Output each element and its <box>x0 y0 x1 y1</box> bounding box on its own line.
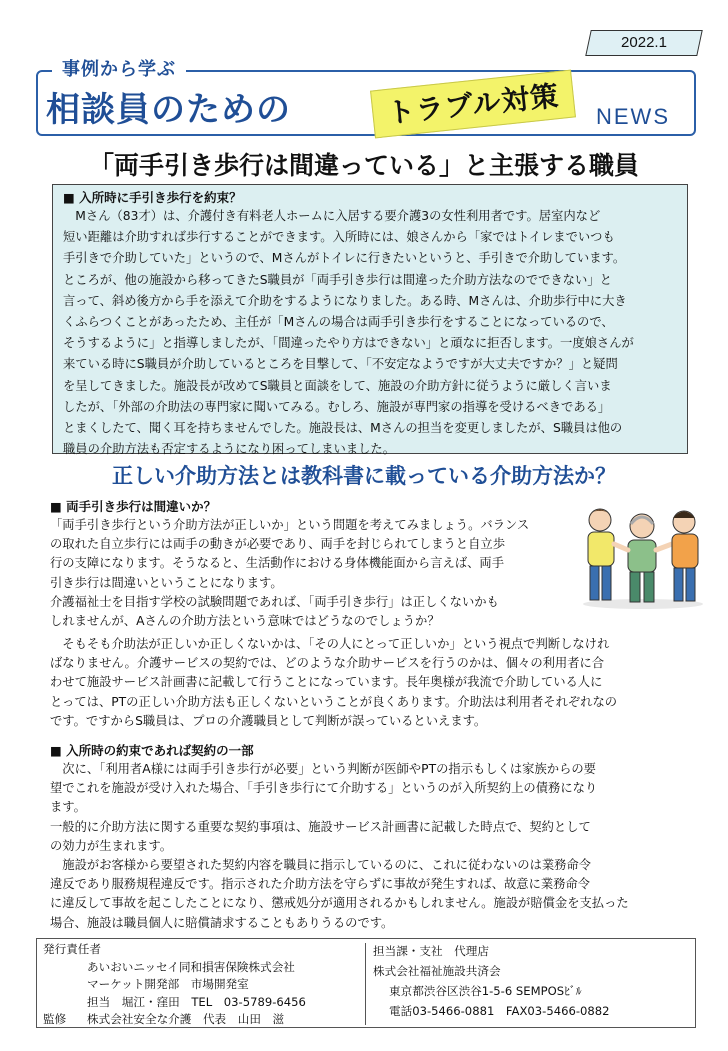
footer-divider <box>365 943 366 1025</box>
section-title: 正しい介助方法とは教科書に載っている介助方法か？ <box>112 464 616 488</box>
footer-publisher <box>43 941 363 1029</box>
section1-continued <box>50 635 690 731</box>
case-box <box>52 184 688 457</box>
section1-paragraph-1: 「両手引き歩行という介助方法が正しいか」という問題を考えてみましょう。バランス の取れた自立歩行には両手の動きが必要であり、両手を封じられてしまうと自立歩 行の支障になります。そうなると、生活動作における身体機能面から言えば、両手 引き歩行は間違いということになります。 介護福祉士を目指す学校の試験問題であれば、「両手引き歩行」は正しくないかも しれませんが、Aさんの介助方法という意味ではどうなのでしょうか？ <box>50 518 530 629</box>
supervisor-label: 監修 <box>43 1012 67 1026</box>
issue-date: 2022.1 <box>621 34 667 51</box>
caregivers-illustration <box>578 498 708 610</box>
supervisor-name: 株式会社安全な介護 代表 山田 滋 <box>87 1012 285 1026</box>
agent-company: 株式会社福祉施設共済会 <box>373 964 501 978</box>
publisher-label: 発行責任者 <box>43 942 101 956</box>
section1-heading: ■ 両手引き歩行は間違いか？ <box>50 499 217 514</box>
trouble-badge-label: トラブル対策 <box>385 79 561 130</box>
publisher-contact: 担当 堀江・窪田 TEL 03-5789-6456 <box>87 994 306 1009</box>
publisher-dept: マーケット開発部 市場開発室 <box>87 977 249 991</box>
publisher-footer <box>36 938 696 1028</box>
news-label: NEWS <box>596 104 670 129</box>
case-text: Mさん（83才）は、介護付き有料老人ホームに入居する要介護3の女性利用者です。居室内など 短い距離は介助すれば歩行することができます。入所時には、娘さんから「家ではトイレまでいつも 手引きで介助していた」というので、Mさんがトイレに行きたいというと、手引きで介助しています。 ところが、他の施設から移ってきたS職員が「両手引き歩行は間違った介助方法なのでできない」と 言って、斜め後方から手を添えて介助をするようになりました。ある時、Mさんは、介助歩行中に大き くふらつくことがあったため、主任が「Mさんの場合は両手引き歩行をすることになっているので、 そうするように」と指導しましたが、「間違ったやり方はできない」と頑なに拒否します。一度娘さんが 来ている時にS職員が介助しているところを目撃して、「不安定なようですが大丈夫ですか？」と疑問 を呈してきました。施設長が改めてS職員と面談をして、施設の介助方針に従うように厳しく言いま したが、「外部の介助法の専門家に聞いてみる。むしろ、施設が専門家の指導を受けるべきである」 とまくしたて、聞く耳を持ちませんでした。施設長は、Mさんの担当を変更しましたが、S職員は他の 職員の介助方法も否定するようになり困ってしまいました。 <box>63 209 634 457</box>
section2-block <box>50 742 690 933</box>
agent-label: 担当課・支社 代理店 <box>373 944 489 958</box>
section1-block <box>50 498 570 631</box>
agent-address: 東京都渋谷区渋谷1-5-6 SEMPOSﾋﾞﾙ <box>389 984 582 998</box>
agent-phone: 電話03-5466-0881 FAX03-5466-0882 <box>389 1004 610 1018</box>
section1-paragraph-2: そもそも介助法が正しいか正しくないかは、「その人にとって正しいか」という視点で判断しなけれ ばなりません。介護サービスの契約では、どのような介助サービスを行うのかは、個々の利用者に合 わせて施設サービス計画書に記載して行うことになっています。長年奥様が我流で介助している人に とっては、PTの正しい介助方法も正しくないということが良くあります。介助法は利用者それぞれなの です。ですからS職員は、プロの介護職員として判断が誤っているといえます。 <box>50 637 618 728</box>
supervisor-row <box>43 1011 363 1029</box>
case-heading: ■ 入所時に手引き歩行を約束？ <box>63 190 242 205</box>
footer-agent <box>373 941 693 1021</box>
section2-text: 次に、「利用者A様には両手引き歩行が必要」という判断が医師やPTの指示もしくは家族からの要 望でこれを施設が受け入れた場合、「手引き歩行にて介助する」というのが入所契約上の債務になり ます。 一般的に介助方法に関する重要な契約事項は、施設サービス計画書に記載した時点で、契約として の効力が生まれます。 施設がお客様から要望された契約内容を職員に指示しているのに、これに従わないのは業務命令 違反であり服務規程違反です。指示された介助方法を守らずに事故が発生すれば、故意に業務命令 に違反して事故を起こしたことになり、懲戒処分が適用されるかもしれません。施設が賠償金を支払った 場合、施設は職員個人に賠償請求することもありうるのです。 <box>50 762 629 930</box>
section2-heading: ■ 入所時の約束であれば契約の一部 <box>50 743 254 758</box>
publisher-company: あいおいニッセイ同和損害保険株式会社 <box>87 959 295 974</box>
article-headline: 「両手引き歩行は間違っている」と主張する職員 <box>88 151 639 180</box>
masthead-title: 相談員のための <box>46 90 291 130</box>
issue-date-tag <box>585 30 703 56</box>
masthead-kicker: 事例から学ぶ <box>52 55 186 81</box>
